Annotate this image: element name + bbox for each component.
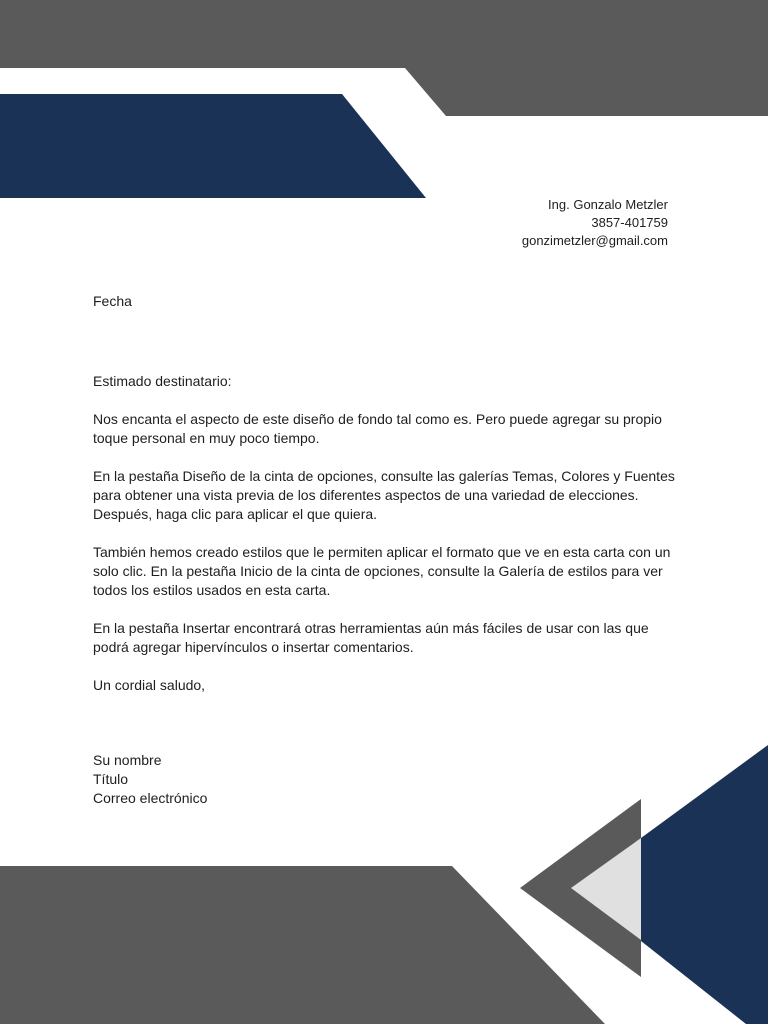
- sender-email: gonzimetzler@gmail.com: [521, 233, 668, 248]
- signature-block: [93, 751, 683, 808]
- closing: Un cordial saludo,: [93, 677, 206, 693]
- date-field: Fecha: [93, 293, 132, 309]
- paragraph-4: En la pestaña Insertar encontrará otras herramientas aún más fáciles de usar con las que podrá agregar hipervínculos o insertar comentarios.: [93, 620, 649, 655]
- paragraph-1: Nos encanta el aspecto de este diseño de fondo tal como es. Pero puede agregar su propio toque personal en muy poco tiempo.: [93, 411, 662, 446]
- paragraph-2: En la pestaña Diseño de la cinta de opciones, consulte las galerías Temas, Colores y Fuentes para obtener una vista previa de los diferentes aspectos de una variedad de elecciones. Después, haga clic para aplicar el que quiera.: [93, 468, 675, 522]
- signature-name: Su nombre: [93, 752, 162, 768]
- sender-phone: 3857-401759: [591, 215, 668, 230]
- letter-body: [93, 292, 683, 808]
- greeting: Estimado destinatario:: [93, 373, 232, 389]
- signature-title: Título: [93, 771, 129, 787]
- paragraph-3: También hemos creado estilos que le permiten aplicar el formato que ve en esta carta con un solo clic. En la pestaña Inicio de la cinta de opciones, consulte la Galería de estilos para ver todos los estilos usados en esta carta.: [93, 544, 671, 598]
- sender-name: Ing. Gonzalo Metzler: [548, 197, 668, 212]
- sender-info: [522, 196, 668, 250]
- bottom-gray-band: [0, 866, 605, 1024]
- signature-email: Correo electrónico: [93, 790, 208, 806]
- top-navy-band: [0, 94, 426, 198]
